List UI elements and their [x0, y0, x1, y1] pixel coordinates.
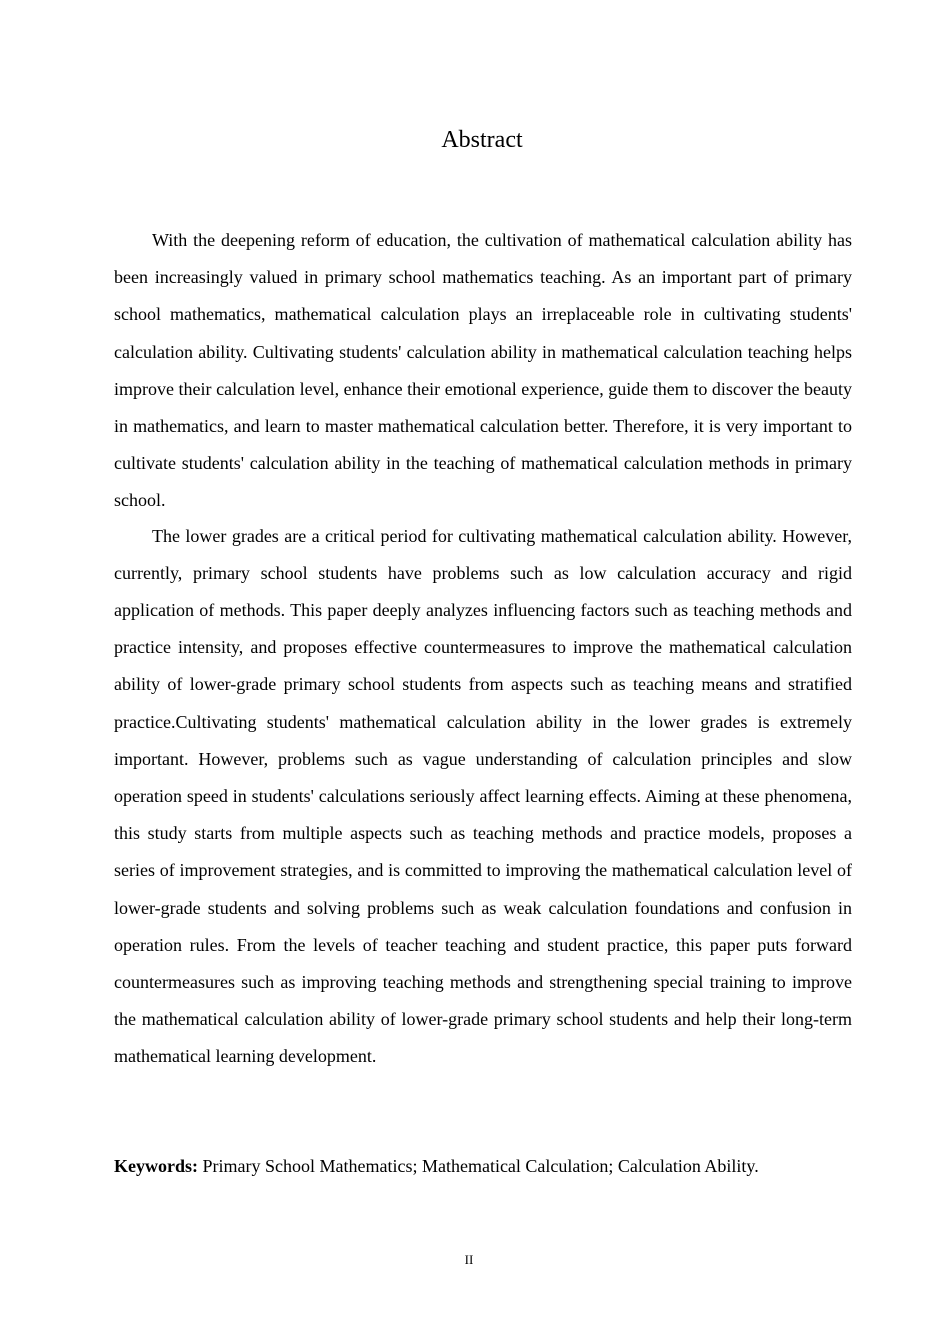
abstract-body	[114, 222, 852, 1076]
abstract-paragraph-2: The lower grades are a critical period for cultivating mathematical calculation ability. However, currently, primary school students have problems such as low calculation accuracy and rigid application of methods. This paper deeply analyzes influencing factors such as teaching methods and practice intensity, and proposes effective countermeasures to improve the mathematical calculation ability of lower-grade primary school students from aspects such as teaching means and stratified practice.Cultivating students' mathematical calculation ability in the lower grades is extremely important. However, problems such as vague understanding of calculation principles and slow operation speed in students' calculations seriously affect learning effects. Aiming at these phenomena, this study starts from multiple aspects such as teaching methods and practice models, proposes a series of improvement strategies, and is committed to improving the mathematical calculation level of lower-grade students and solving problems such as weak calculation foundations and confusion in operation rules. From the levels of teacher teaching and student practice, this paper puts forward countermeasures such as improving teaching methods and strengthening special training to improve the mathematical calculation ability of lower-grade primary school students and help their long-term mathematical learning development.	[114, 525, 852, 1067]
page-number: II	[464, 1252, 474, 1267]
keywords-label: Keywords:	[114, 1156, 198, 1176]
keywords-line	[114, 1152, 852, 1180]
keywords-text: Primary School Mathematics; Mathematical Calculation; Calculation Ability.	[198, 1156, 759, 1176]
page-title: Abstract	[441, 127, 523, 153]
abstract-paragraph-1: With the deepening reform of education, the cultivation of mathematical calculation ability has been increasingly valued in primary school mathematics teaching. As an important part of primary school mathematics, mathematical calculation plays an irreplaceable role in cultivating students' calculation ability. Cultivating students' calculation ability in mathematical calculation teaching helps improve their calculation level, enhance their emotional experience, guide them to discover the beauty in mathematics, and learn to master mathematical calculation better. Therefore, it is very important to cultivate students' calculation ability in the teaching of mathematical calculation methods in primary school.	[114, 230, 852, 511]
